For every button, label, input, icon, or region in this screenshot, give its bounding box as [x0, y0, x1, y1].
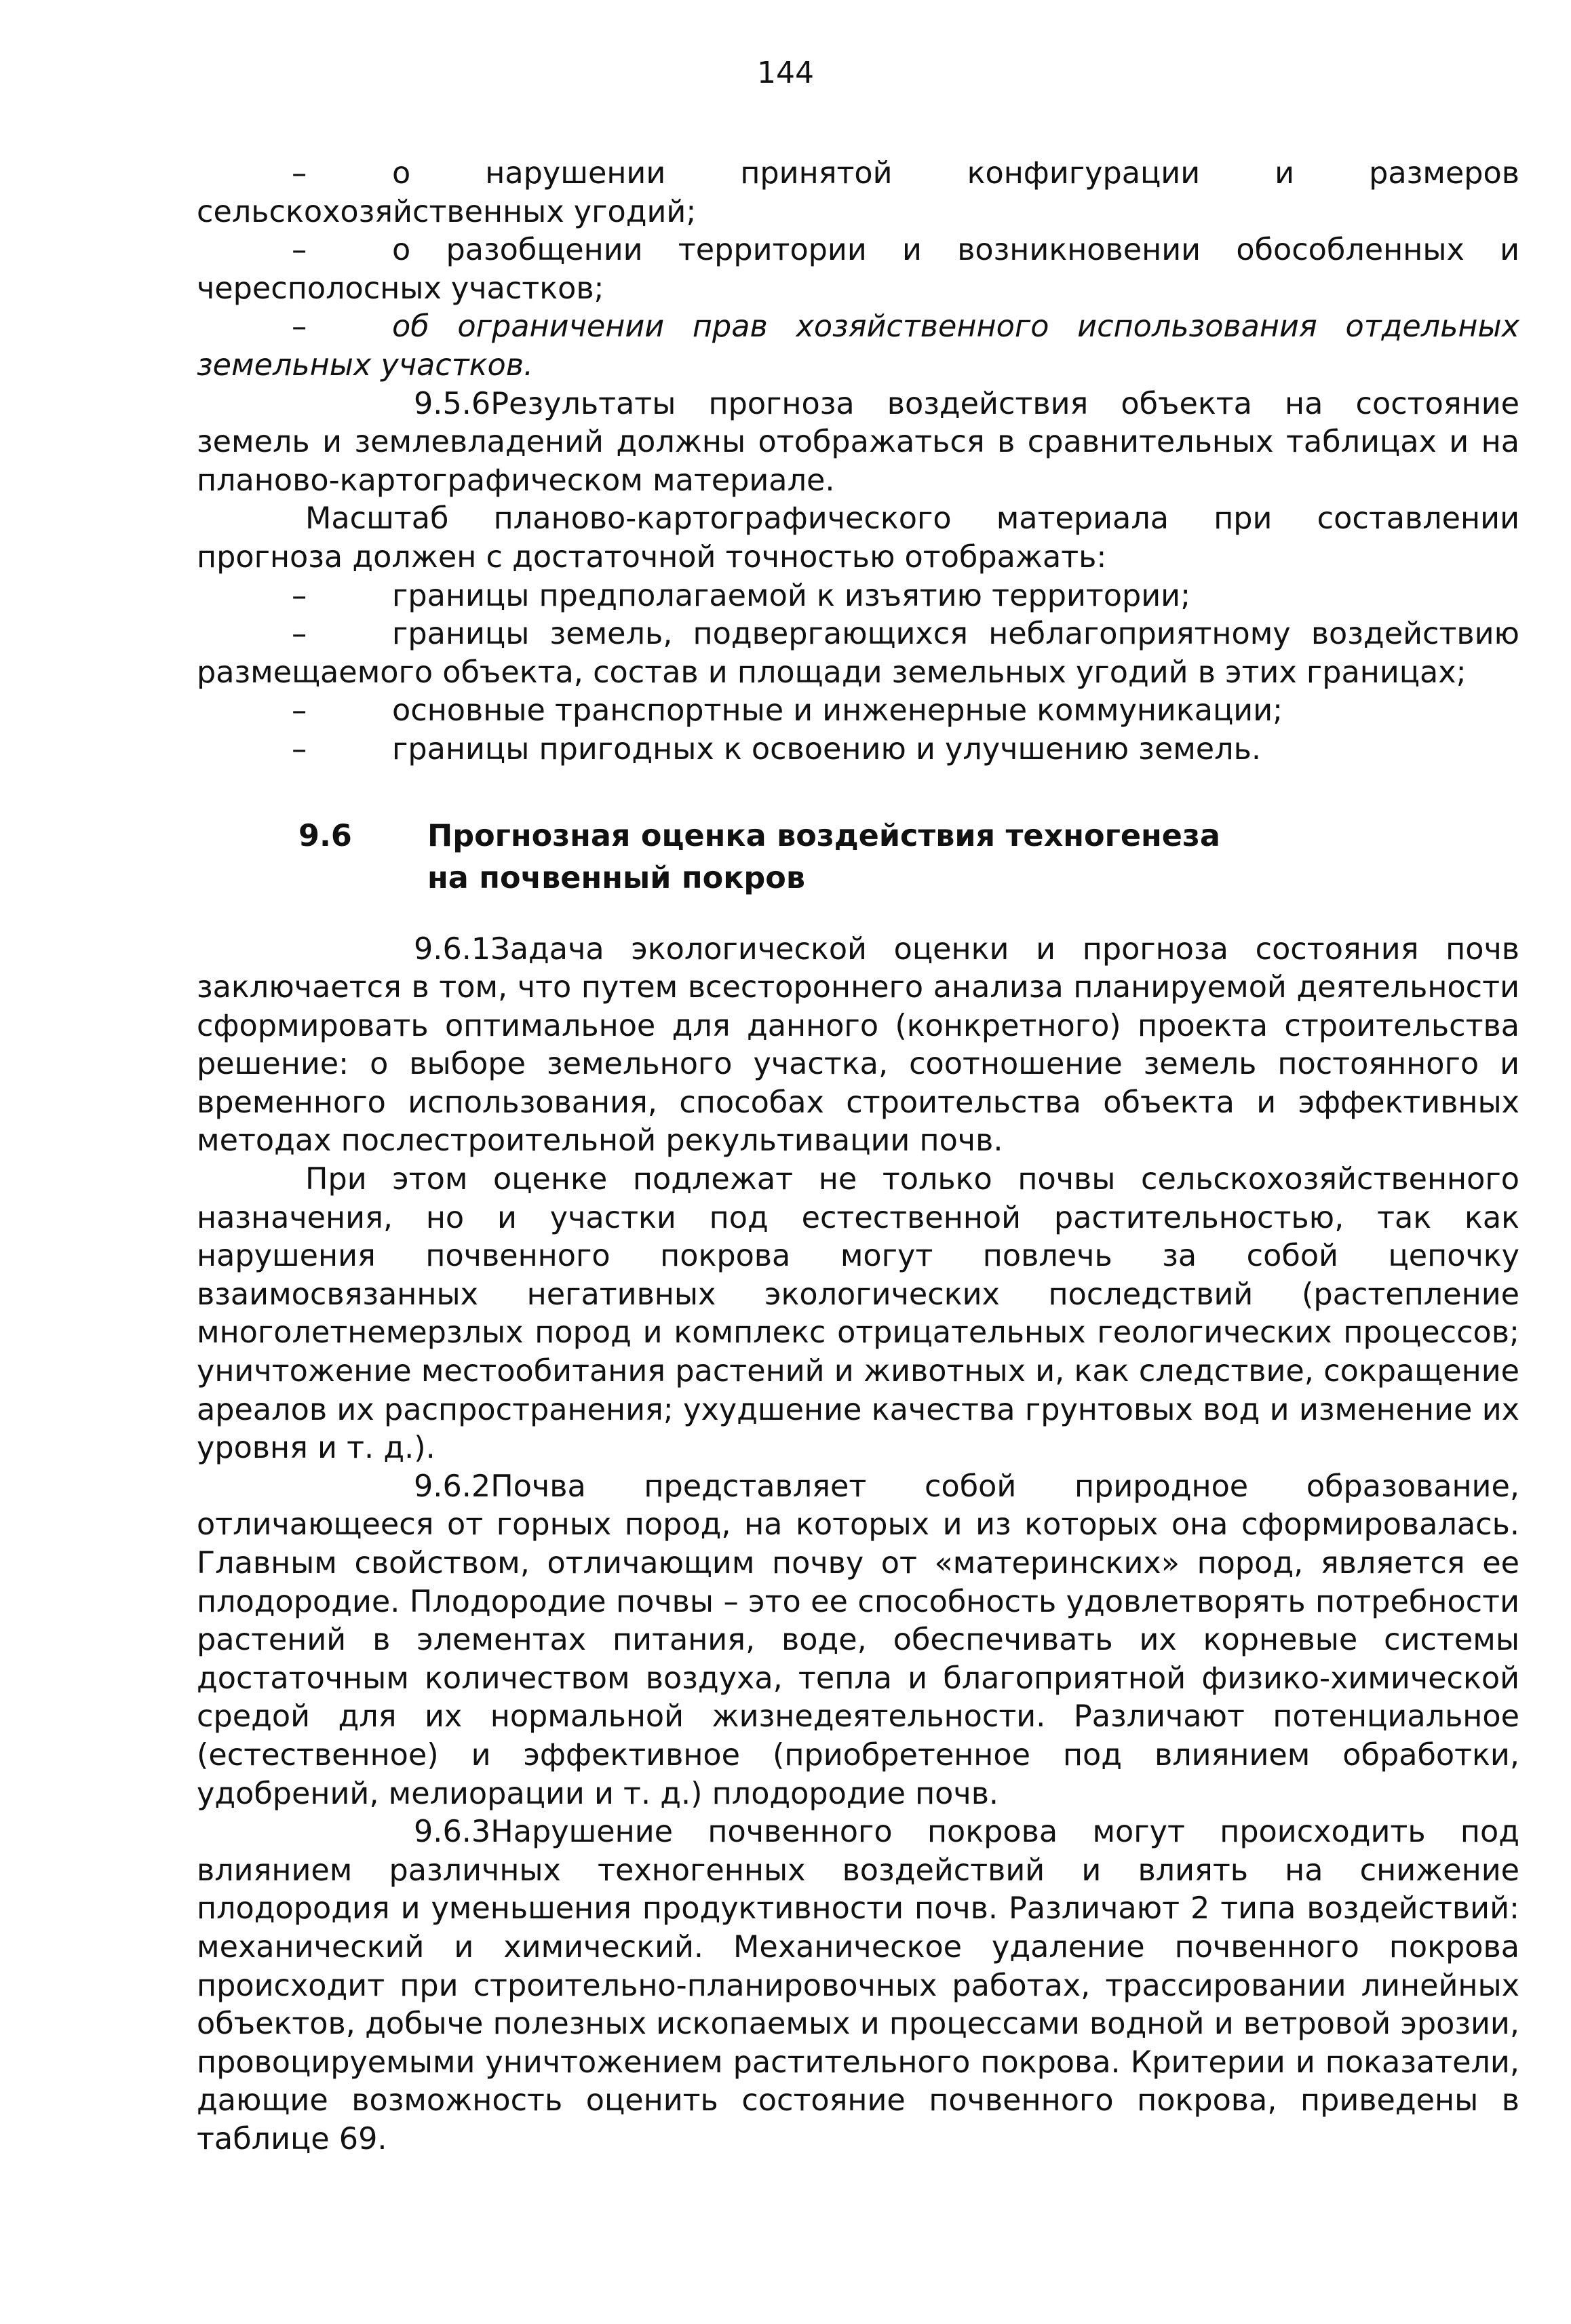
- numbered-paragraph: [197, 1468, 1519, 1813]
- page-number: 144: [757, 56, 814, 90]
- dash-marker: –: [292, 693, 307, 729]
- paragraph-text: Почва представляет собой природное образование, отличающееся от горных пород, на которых и из которых она сформировалась. Главным свойством, отличающим почву от «материнских» пород, является ее плодородие. Плодородие почвы – это ее способность удовлетворять потребности растений в элементах питания, воде, обеспечивать их корневые системы достаточным количеством воздуха, тепла и благоприятной физико-химической средой для их нормальной жизнедеятельности. Различают потенциальное (естественное) и эффективное (приобретенное под влиянием обработки, удобрений, мелиорации и т. д.) плодородие почв.: [197, 1469, 1519, 1811]
- list-item: [197, 231, 1519, 308]
- list-item-text: границы предполагаемой к изъятию территории;: [392, 578, 1191, 613]
- dash-marker: –: [292, 233, 307, 268]
- list-item: [197, 155, 1519, 231]
- dash-marker: –: [292, 731, 307, 767]
- list-item-text: границы пригодных к освоению и улучшению земель.: [392, 731, 1261, 767]
- paragraph-number: 9.5.6: [414, 386, 491, 421]
- paragraph-number: 9.6.1: [414, 931, 491, 967]
- dash-marker: –: [292, 578, 307, 613]
- list-item-text: основные транспортные и инженерные коммуникации;: [392, 693, 1283, 729]
- list-item-text: об ограничении прав хозяйственного использования отдельных земельных участков.: [197, 309, 1519, 383]
- paragraph: [197, 500, 1519, 577]
- paragraph-text: Задача экологической оценки и прогноза состояния почв заключается в том, что путем всестороннего анализа планируемой деятельности сформировать оптимальное для данного (конкретного) проекта строительства решение: о выборе земельного участка, соотношение земель постоянного и временного использования, способах строительства объекта и эффективных методах послестроительной рекультивации почв.: [197, 931, 1519, 1159]
- list-item: [197, 577, 1519, 616]
- paragraph-text: При этом оценке подлежат не только почвы сельскохозяйственного назначения, но и участки под естественной растительностью, так как нарушения почвенного покрова могут повлечь за собой цепочку взаимосвязанных негативных экологических последствий (растепление многолетнемерзлых пород и комплекс отрицательных геологических процессов; уничтожение местообитания растений и животных и, как следствие, сокращение ареалов их распространения; ухудшение качества грунтовых вод и изменение их уровня и т. д.).: [197, 1162, 1519, 1466]
- list-item: [197, 615, 1519, 692]
- section-number: 9.6: [298, 818, 352, 853]
- list-item: [197, 731, 1519, 769]
- paragraph-text: Масштаб планово-картографического материала при составлении прогноза должен с достаточной точностью отображать:: [197, 501, 1519, 575]
- list-item-text: о разобщении территории и возникновении обособленных и чересполосных участков;: [197, 233, 1519, 306]
- section-title: Прогнозная оценка воздействия техногенеза на почвенный покров: [427, 818, 1220, 895]
- paragraph-text: Нарушение почвенного покрова могут происходить под влиянием различных техногенных воздействий и влиять на снижение плодородия и уменьшения продуктивности почв. Различают 2 типа воздействий: механический и химический. Механическое удаление почвенного покрова происходит при строительно-планировочных работах, трассировании линейных объектов, добыче полезных ископаемых и процессами водной и ветровой эрозии, провоцируемыми уничтожением растительного покрова. Критерии и показатели, дающие возможность оценить состояние почвенного покрова, приведены в таблице 69.: [197, 1815, 1519, 2156]
- numbered-paragraph: [197, 1813, 1519, 2158]
- paragraph-text: Результаты прогноза воздействия объекта на состояние земель и землевладений должны отображаться в сравнительных таблицах и на планово-картографическом материале.: [197, 386, 1519, 498]
- page-content: [197, 155, 1519, 2159]
- numbered-paragraph: [197, 931, 1519, 1161]
- list-item: [197, 692, 1519, 731]
- dash-marker: –: [292, 309, 307, 345]
- list-item: [197, 308, 1519, 385]
- list-item-text: границы земель, подвергающихся неблагоприятному воздействию размещаемого объекта, состав и площади земельных угодий в этих границах;: [197, 617, 1519, 690]
- paragraph: [197, 1161, 1519, 1468]
- list-item-text: о нарушении принятой конфигурации и размеров сельскохозяйственных угодий;: [197, 156, 1519, 229]
- dash-marker: –: [292, 156, 307, 191]
- section-heading: [197, 815, 1519, 899]
- paragraph-number: 9.6.2: [414, 1469, 491, 1504]
- dash-marker: –: [292, 617, 307, 652]
- numbered-paragraph: [197, 385, 1519, 501]
- paragraph-number: 9.6.3: [414, 1815, 491, 1850]
